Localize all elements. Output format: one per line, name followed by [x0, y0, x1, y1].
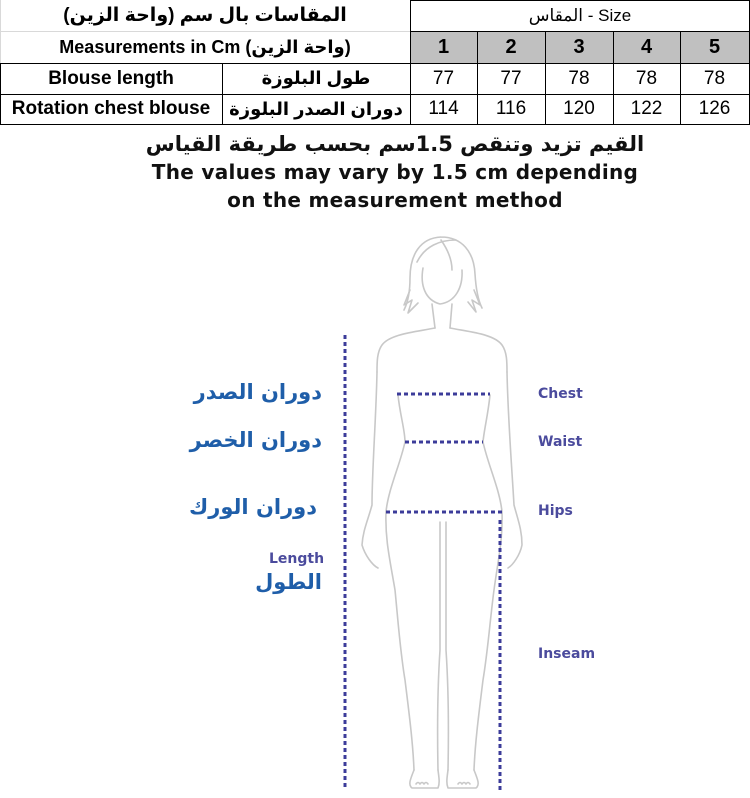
size-4-header: 4: [613, 31, 680, 63]
tolerance-note-english-line2: on the measurement method: [227, 188, 563, 212]
value-cell: 78: [635, 67, 658, 89]
border: [0, 63, 750, 64]
border: [222, 63, 223, 125]
size-1-header: 1: [410, 31, 477, 63]
value-cell: 77: [500, 67, 522, 89]
row-label-english: Rotation chest blouse: [11, 98, 211, 119]
size-3-header: 3: [545, 31, 613, 63]
label-length-arabic: الطول: [255, 570, 322, 594]
value-cell: 78: [703, 67, 726, 89]
value-cell: 120: [563, 98, 595, 119]
value-cell: 78: [568, 67, 590, 89]
border: [680, 31, 681, 125]
row-label-english: Blouse length: [48, 67, 174, 89]
label-hips-arabic: دوران الورك: [189, 495, 317, 519]
size-title: المقاس - Size: [528, 5, 632, 25]
body-outline-icon: [0, 225, 750, 798]
label-chest-english: Chest: [538, 386, 583, 402]
tolerance-note-english-line1: The values may vary by 1.5 cm depending: [151, 160, 639, 184]
value-cell: 126: [698, 98, 731, 119]
border: [0, 124, 750, 125]
border: [545, 31, 546, 125]
value-cell: 114: [428, 98, 459, 119]
border: [613, 31, 614, 125]
border: [410, 0, 411, 125]
border: [410, 0, 750, 1]
value-cell: 116: [495, 98, 527, 119]
border: [477, 31, 478, 125]
row-label-arabic: دوران الصدر البلوزة: [229, 98, 403, 119]
value-cell: 122: [630, 98, 663, 119]
label-inseam-english: Inseam: [538, 646, 596, 662]
label-waist-arabic: دوران الخصر: [189, 428, 322, 452]
label-waist-english: Waist: [538, 434, 583, 450]
label-length-english: Length: [269, 551, 325, 567]
border: [0, 94, 750, 95]
size-5-header: 5: [680, 31, 749, 63]
border: [0, 63, 1, 125]
border: [410, 31, 750, 32]
size-2-header: 2: [477, 31, 545, 63]
tolerance-note-arabic: القيم تزيد وتنقص 1.5سم بحسب طريقة القياس: [145, 132, 645, 156]
label-chest-arabic: دوران الصدر: [193, 380, 322, 404]
header-arabic: المقاسات بال سم (واحة الزين): [63, 5, 347, 26]
value-cell: 77: [432, 67, 455, 89]
header-english: Measurements in Cm (واحة الزين): [59, 36, 351, 57]
size-chart-table: [0, 0, 750, 125]
measurement-figure: [0, 225, 750, 798]
label-hips-english: Hips: [538, 503, 573, 519]
row-label-arabic: طول البلوزة: [261, 68, 371, 88]
